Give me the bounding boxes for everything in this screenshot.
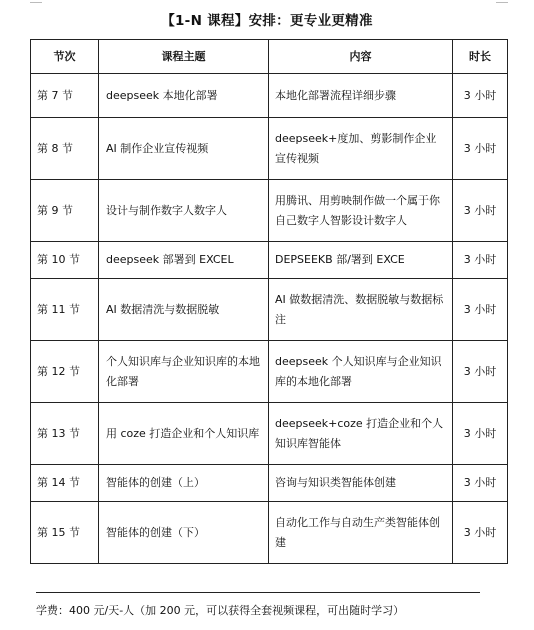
cell-duration: 3 小时 — [453, 279, 508, 341]
cell-content: AI 做数据清洗、数据脱敏与数据标注 — [269, 279, 453, 341]
cell-content: 用腾讯、用剪映制作做一个属于你自己数字人智影设计数字人 — [269, 180, 453, 242]
course-schedule-table — [30, 39, 508, 564]
table-row — [31, 341, 508, 403]
cell-session: 第 11 节 — [31, 279, 99, 341]
cell-duration: 3 小时 — [453, 465, 508, 502]
table-header-row — [31, 40, 508, 74]
cell-session: 第 15 节 — [31, 502, 99, 564]
cell-duration: 3 小时 — [453, 341, 508, 403]
table-row — [31, 403, 508, 465]
cell-topic: 智能体的创建（下） — [99, 502, 269, 564]
header-topic: 课程主题 — [99, 40, 269, 74]
table-row — [31, 465, 508, 502]
tuition-note: 学费：400 元/天-人（加 200 元，可以获得全套视频课程，可出随时学习） — [36, 604, 405, 617]
cell-duration: 3 小时 — [453, 502, 508, 564]
table-row — [31, 242, 508, 279]
cell-session: 第 7 节 — [31, 74, 99, 118]
cell-topic: AI 数据清洗与数据脱敏 — [99, 279, 269, 341]
cell-duration: 3 小时 — [453, 74, 508, 118]
cell-session: 第 8 节 — [31, 118, 99, 180]
cell-content: DEPSEEKB 部/署到 EXCE — [269, 242, 453, 279]
table-row — [31, 74, 508, 118]
cell-topic: deepseek 部署到 EXCEL — [99, 242, 269, 279]
margin-mark-left — [30, 2, 42, 3]
cell-topic: 智能体的创建（上） — [99, 465, 269, 502]
cell-content: deepseek+coze 打造企业和个人知识库智能体 — [269, 403, 453, 465]
cell-topic: 用 coze 打造企业和个人知识库 — [99, 403, 269, 465]
header-session: 节次 — [31, 40, 99, 74]
header-content: 内容 — [269, 40, 453, 74]
cell-content: deepseek+度加、剪影制作企业宣传视频 — [269, 118, 453, 180]
cell-duration: 3 小时 — [453, 180, 508, 242]
cell-content: deepseek 个人知识库与企业知识库的本地化部署 — [269, 341, 453, 403]
cell-session: 第 10 节 — [31, 242, 99, 279]
cell-content: 咨询与知识类智能体创建 — [269, 465, 453, 502]
margin-mark-right — [496, 2, 508, 3]
header-duration: 时长 — [453, 40, 508, 74]
table-row — [31, 502, 508, 564]
table-row — [31, 279, 508, 341]
cell-topic: 个人知识库与企业知识库的本地化部署 — [99, 341, 269, 403]
cell-session: 第 14 节 — [31, 465, 99, 502]
table-row — [31, 118, 508, 180]
cell-duration: 3 小时 — [453, 242, 508, 279]
cell-content: 本地化部署流程详细步骤 — [269, 74, 453, 118]
cell-session: 第 13 节 — [31, 403, 99, 465]
cell-duration: 3 小时 — [453, 118, 508, 180]
top-margin-marks — [30, 0, 510, 6]
page-title: 【1-N 课程】安排：更专业更精准 — [161, 13, 373, 29]
cell-topic: deepseek 本地化部署 — [99, 74, 269, 118]
cell-duration: 3 小时 — [453, 403, 508, 465]
table-row — [31, 180, 508, 242]
cell-session: 第 9 节 — [31, 180, 99, 242]
cell-topic: AI 制作企业宣传视频 — [99, 118, 269, 180]
divider-line — [36, 592, 480, 593]
cell-topic: 设计与制作数字人数字人 — [99, 180, 269, 242]
cell-session: 第 12 节 — [31, 341, 99, 403]
cell-content: 自动化工作与自动生产类智能体创建 — [269, 502, 453, 564]
